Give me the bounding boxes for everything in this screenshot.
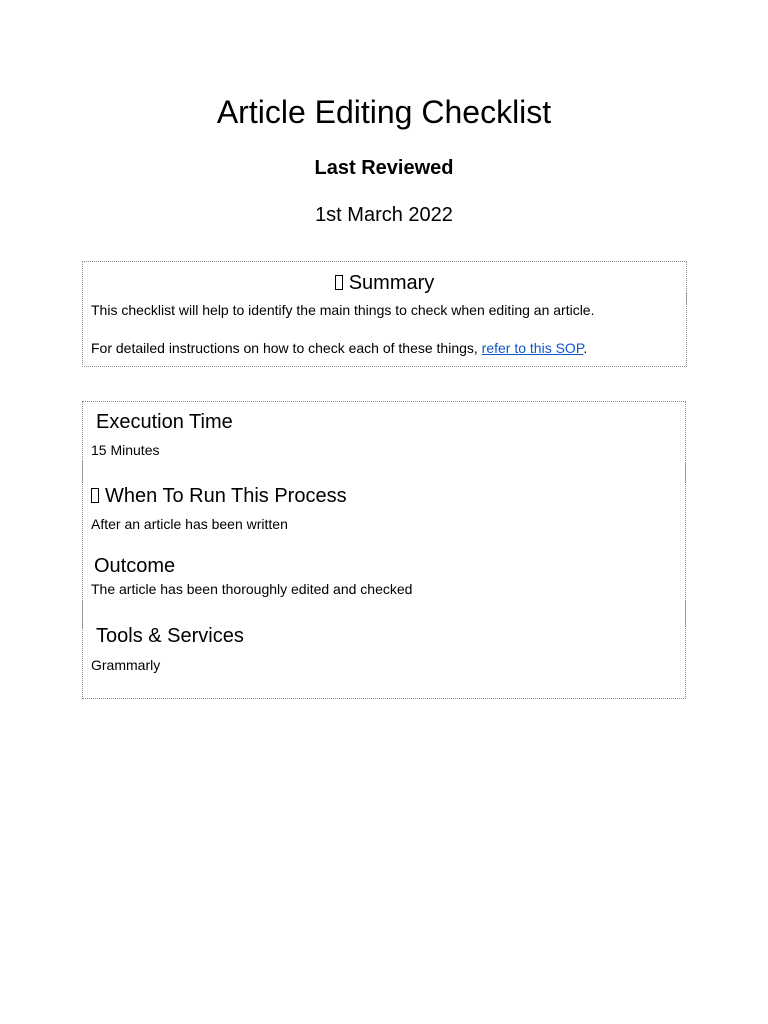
process-details-box (82, 401, 686, 699)
tools-services-heading: Tools & Services (96, 625, 244, 647)
summary-sop-suffix: . (583, 340, 588, 356)
when-to-run-heading-text: When To Run This Process (105, 485, 347, 507)
box-edge-mark (686, 292, 687, 304)
tools-services-value: Grammarly (91, 657, 161, 673)
last-reviewed-label: Last Reviewed (314, 157, 454, 179)
when-to-run-heading (91, 483, 347, 509)
summary-sop-prefix: For detailed instructions on how to check each of these things, (91, 340, 482, 356)
execution-time-value: 15 Minutes (91, 442, 160, 458)
sop-link[interactable]: refer to this SOP (481, 340, 584, 356)
box-edge-mark (685, 462, 686, 482)
summary-heading (83, 270, 686, 296)
when-to-run-value: After an article has been written (91, 516, 288, 532)
missing-glyph-icon (91, 488, 99, 503)
box-edge-mark (82, 460, 83, 482)
outcome-heading: Outcome (94, 555, 176, 577)
summary-text: This checklist will help to identify the main things to check when editing an article. (91, 302, 595, 318)
last-reviewed-date: 1st March 2022 (315, 204, 453, 226)
execution-time-heading: Execution Time (96, 411, 233, 433)
page-title: Article Editing Checklist (216, 94, 552, 130)
summary-box (82, 261, 687, 367)
summary-heading-text: Summary (348, 272, 435, 294)
box-edge-mark (685, 600, 686, 626)
box-edge-mark (82, 600, 83, 628)
missing-glyph-icon (335, 275, 343, 290)
summary-sop-text (91, 339, 587, 357)
outcome-value: The article has been thoroughly edited and checked (91, 581, 413, 597)
